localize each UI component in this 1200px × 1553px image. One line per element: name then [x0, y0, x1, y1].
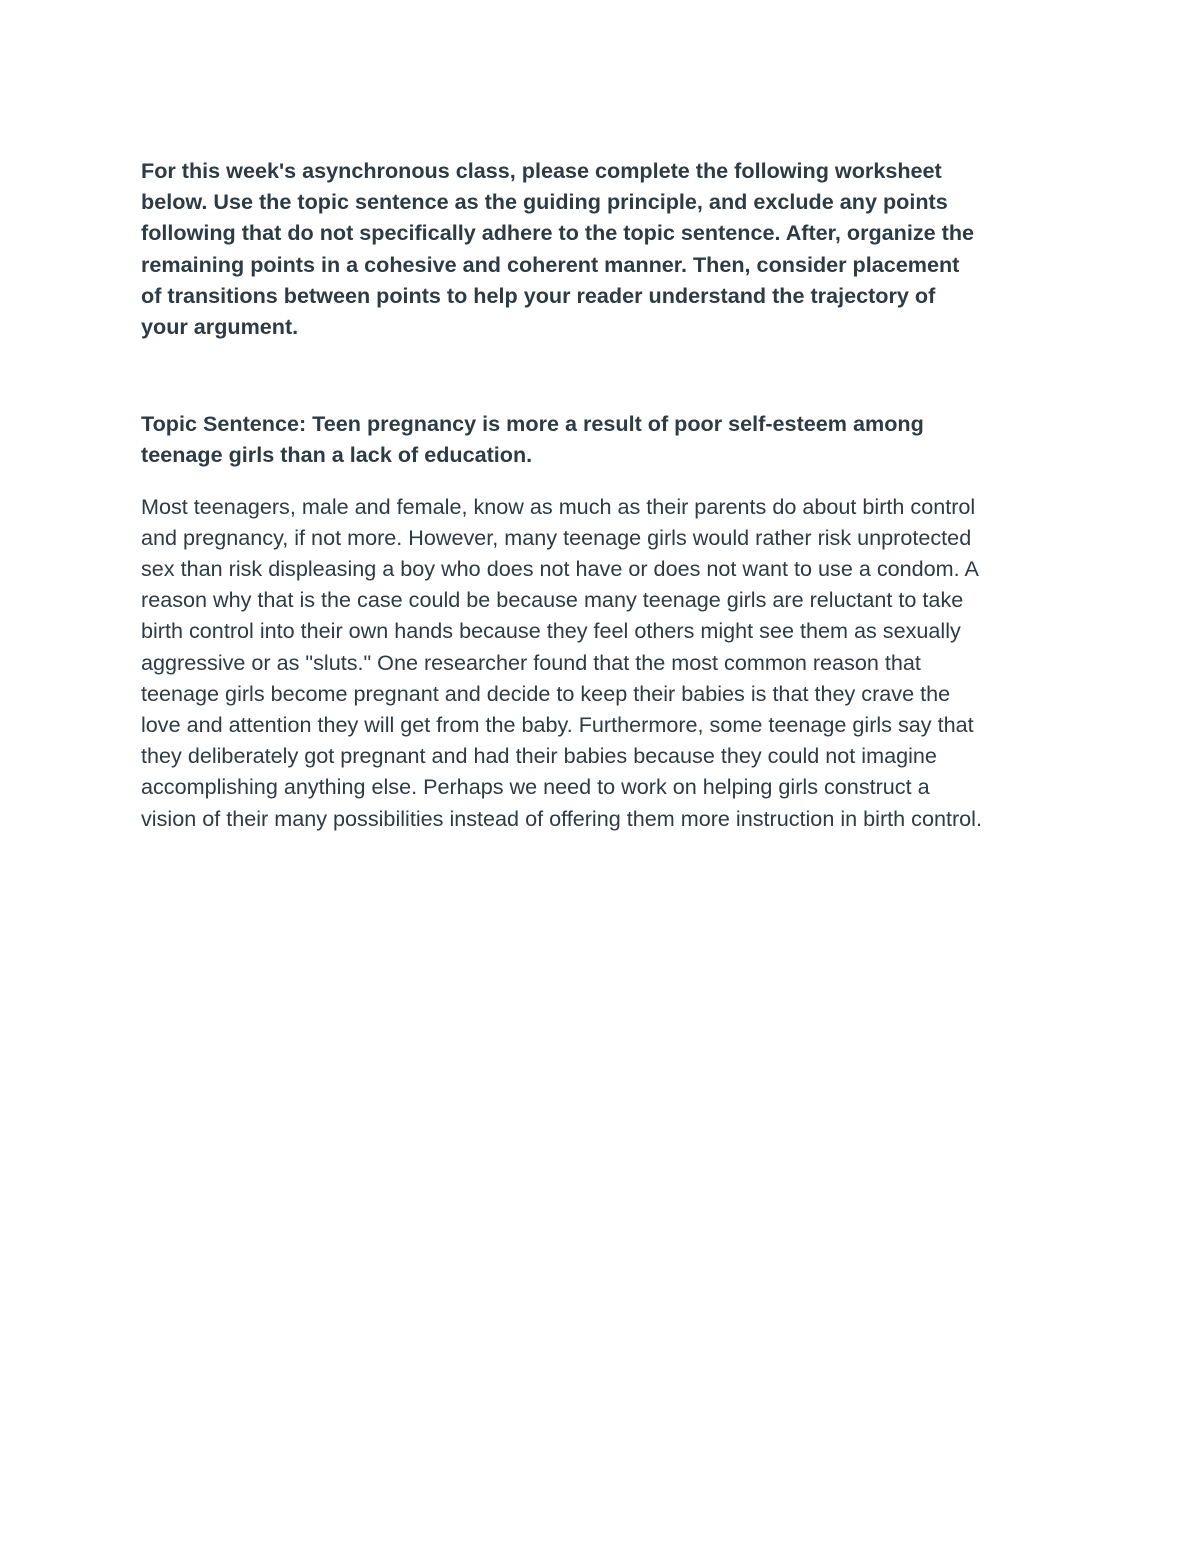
instructions-line: For this week's asynchronous class, please complete the following worksheet [141, 158, 942, 183]
body-line: aggressive or as "sluts." One researcher found that the most common reason that [141, 649, 921, 675]
body-line: Most teenagers, male and female, know as much as their parents do about birth control [141, 493, 976, 519]
body-line: sex than risk displeasing a boy who does not have or does not want to use a condom. A [141, 556, 979, 582]
instructions-line: of transitions between points to help your reader understand the trajectory of [141, 282, 936, 308]
body-line: birth control into their own hands because they feel others might see them as sexually [141, 618, 961, 644]
body-paragraph [141, 491, 1071, 834]
instructions-paragraph [141, 155, 1071, 342]
instructions-line: your argument. [141, 314, 299, 340]
instructions-line: remaining points in a cohesive and coherent manner. Then, consider placement [141, 251, 960, 277]
body-line: and pregnancy, if not more. However, many teenage girls would rather risk unprotected [141, 524, 972, 550]
body-line: teenage girls become pregnant and decide to keep their babies is that they crave the [141, 680, 951, 706]
topic-sentence-line: teenage girls than a lack of education. [141, 442, 533, 468]
instructions-line: below. Use the topic sentence as the guiding principle, and exclude any points [141, 189, 948, 215]
instructions-line: following that do not specifically adhere to the topic sentence. After, organize the [141, 220, 975, 246]
body-line: love and attention they will get from the baby. Furthermore, some teenage girls say that [141, 712, 974, 738]
body-line: they deliberately got pregnant and had their babies because they could not imagine [141, 743, 937, 769]
document-content [141, 155, 1071, 834]
topic-sentence [141, 408, 1071, 470]
body-line: accomplishing anything else. Perhaps we need to work on helping girls construct a [141, 774, 930, 800]
topic-sentence-line: Topic Sentence: Teen pregnancy is more a result of poor self-esteem among [141, 411, 924, 437]
body-line: vision of their many possibilities instead of offering them more instruction in birth control. [141, 805, 982, 831]
body-line: reason why that is the case could be because many teenage girls are reluctant to take [141, 587, 964, 613]
